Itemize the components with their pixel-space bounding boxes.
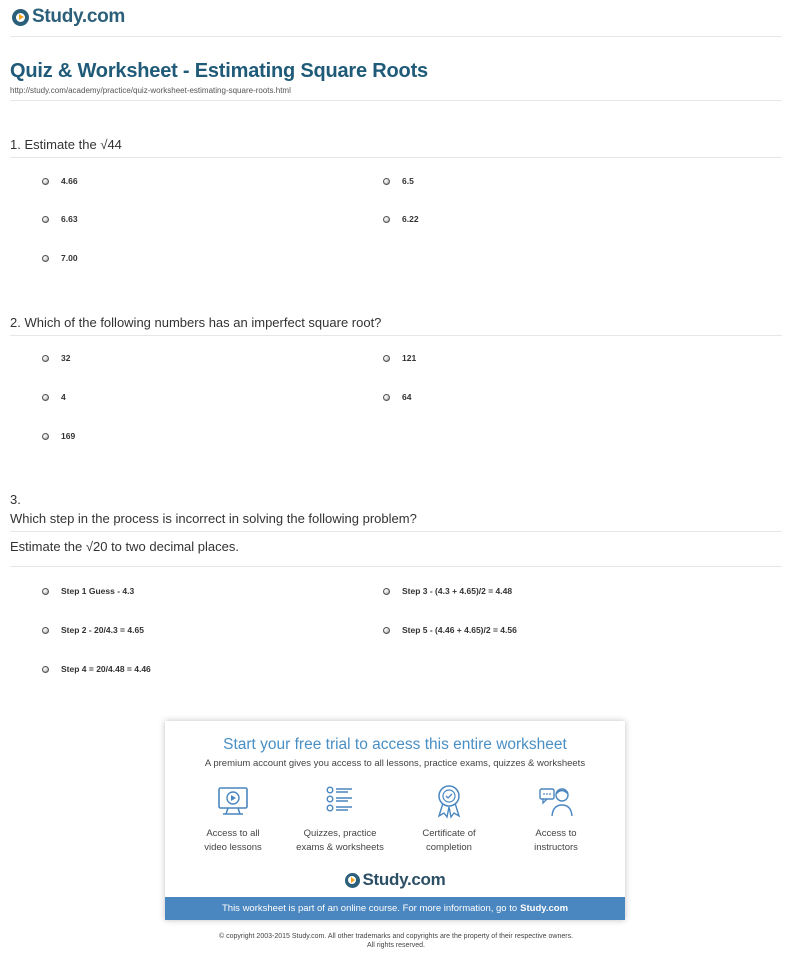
promo-study-com-logo[interactable] — [165, 870, 625, 890]
play-circle-icon — [345, 873, 360, 888]
option-label: 32 — [61, 353, 71, 363]
logo-text: Study.com — [32, 6, 126, 27]
option-label: 4.66 — [61, 176, 78, 186]
radio-button-icon[interactable] — [383, 355, 390, 362]
question-1-option[interactable] — [383, 176, 414, 186]
feature-label: Access to instructors — [534, 828, 578, 853]
promo-subtitle: A premium account gives you access to all lessons, practice exams, quizzes & worksheets — [204, 758, 586, 769]
option-label: 6.22 — [402, 214, 419, 224]
option-label: 7.00 — [61, 253, 78, 263]
question-3-text: Which step in the process is incorrect in solving the following problem? — [10, 511, 417, 526]
question-2-divider — [10, 335, 782, 336]
question-2-option[interactable] — [383, 353, 416, 363]
radio-button-icon[interactable] — [42, 588, 49, 595]
option-label: Step 4 = 20/4.48 = 4.46 — [61, 664, 151, 674]
promo-info-bar — [165, 897, 625, 920]
feature-label: Certificate of completion — [422, 828, 476, 853]
option-label: 64 — [402, 392, 412, 402]
promo-bar-link[interactable]: Study.com — [520, 903, 569, 914]
promo-logo-text: Study.com — [362, 870, 446, 889]
option-label: 121 — [402, 353, 417, 363]
certificate-icon — [431, 783, 467, 819]
radio-button-icon[interactable] — [42, 255, 49, 262]
question-2-option[interactable] — [383, 392, 411, 402]
option-label: Step 3 - (4.3 + 4.65)/2 = 4.48 — [402, 586, 513, 596]
question-1-option[interactable] — [42, 214, 78, 224]
radio-button-icon[interactable] — [42, 394, 49, 401]
radio-button-icon[interactable] — [383, 627, 390, 634]
header-divider — [10, 36, 782, 37]
radio-button-icon[interactable] — [42, 433, 49, 440]
copyright-line: © copyright 2003-2015 Study.com. All other trademarks and copyrights are the property of their respective owners. — [218, 933, 574, 940]
option-label: 6.63 — [61, 214, 78, 224]
question-2-option[interactable] — [42, 431, 75, 441]
video-lesson-icon — [215, 783, 251, 819]
question-2-text: 2. Which of the following numbers has an imperfect square root? — [10, 315, 382, 330]
radio-button-icon[interactable] — [383, 588, 390, 595]
instructor-icon — [538, 783, 574, 819]
promo-title[interactable]: Start your free trial to access this entire worksheet — [223, 736, 567, 753]
radio-button-icon[interactable] — [383, 394, 390, 401]
option-label: 6.5 — [402, 176, 414, 186]
radio-button-icon[interactable] — [42, 178, 49, 185]
question-1-divider — [10, 157, 782, 158]
question-2-option[interactable] — [42, 392, 66, 402]
feature-instructors — [501, 783, 611, 855]
radio-button-icon[interactable] — [42, 627, 49, 634]
radio-button-icon[interactable] — [383, 178, 390, 185]
question-3-subtext: Estimate the √20 to two decimal places. — [10, 539, 239, 554]
option-label: Step 1 Guess - 4.3 — [61, 586, 135, 596]
option-label: 169 — [61, 431, 76, 441]
question-1-option[interactable] — [383, 214, 419, 224]
study-com-logo[interactable] — [12, 6, 125, 28]
feature-certificate — [394, 783, 504, 855]
question-3-option[interactable] — [42, 664, 151, 674]
question-3-option[interactable] — [42, 625, 144, 635]
play-circle-icon — [12, 9, 29, 26]
free-trial-promo — [165, 721, 625, 920]
feature-label: Access to all video lessons — [204, 828, 262, 853]
radio-button-icon[interactable] — [42, 355, 49, 362]
question-3-option[interactable] — [383, 625, 517, 635]
option-label: 4 — [61, 392, 66, 402]
question-1-option[interactable] — [42, 176, 78, 186]
rights-line: All rights reserved. — [367, 942, 425, 949]
feature-video-lessons — [178, 783, 288, 855]
radio-button-icon[interactable] — [42, 666, 49, 673]
question-2-option[interactable] — [42, 353, 70, 363]
option-label: Step 5 - (4.46 + 4.65)/2 = 4.56 — [402, 625, 517, 635]
quiz-list-icon — [322, 783, 358, 819]
question-3-option[interactable] — [383, 586, 512, 596]
title-divider — [10, 100, 782, 101]
copyright-footer — [0, 932, 792, 950]
question-3-option[interactable] — [42, 586, 134, 596]
radio-button-icon[interactable] — [42, 216, 49, 223]
question-1-text: 1. Estimate the √44 — [10, 137, 122, 152]
question-1-option[interactable] — [42, 253, 78, 263]
option-label: Step 2 - 20/4.3 = 4.65 — [61, 625, 144, 635]
page-title: Quiz & Worksheet - Estimating Square Roots — [10, 60, 428, 82]
feature-quizzes — [285, 783, 395, 855]
promo-bar-text: This worksheet is part of an online course. For more information, go to — [221, 903, 518, 914]
page-url[interactable]: http://study.com/academy/practice/quiz-worksheet-estimating-square-roots.html — [10, 86, 291, 95]
feature-label: Quizzes, practice exams & worksheets — [296, 828, 384, 853]
question-3-divider — [10, 531, 782, 532]
question-3-subtext-divider — [10, 566, 782, 567]
question-3-number: 3. — [10, 492, 21, 507]
radio-button-icon[interactable] — [383, 216, 390, 223]
